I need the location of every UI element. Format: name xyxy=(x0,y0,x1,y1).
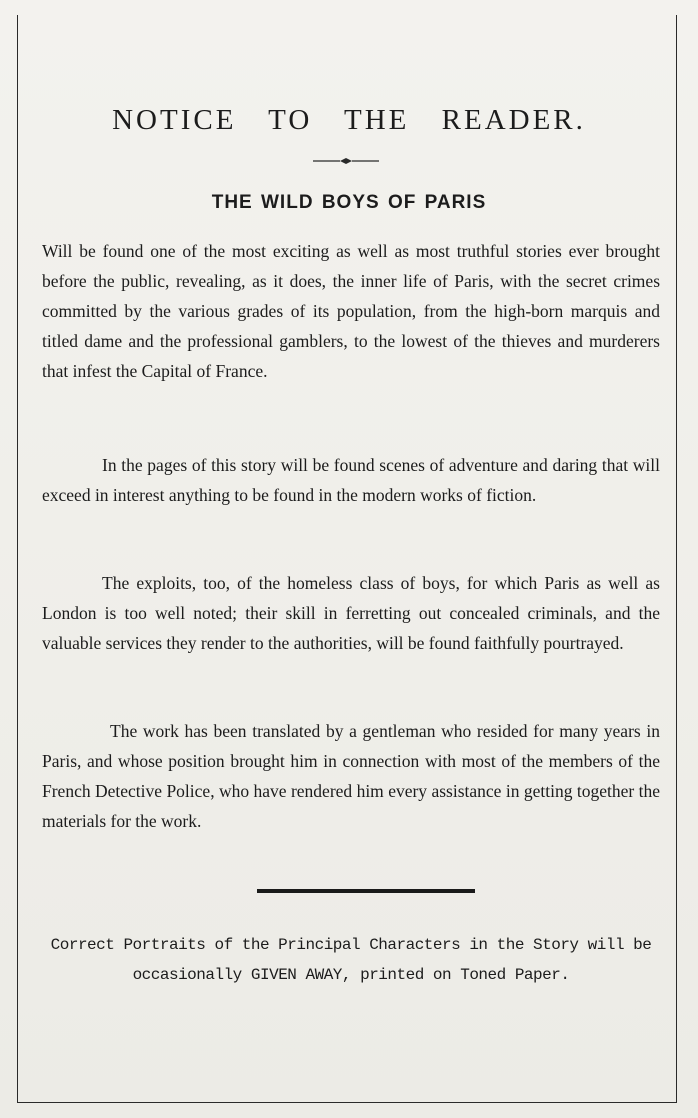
horizontal-rule xyxy=(257,889,475,893)
closing-line-1: Correct Portraits of the Principal Characters in the Story will be xyxy=(50,936,652,954)
ornament-divider xyxy=(313,156,379,166)
paragraph-4: The work has been translated by a gentleman who resided for many years in Paris, and whose position brought him in connection with most of the members of the French Detective Police, who have rendered him every assistance in getting together the materials for the work. xyxy=(42,721,660,831)
story-title: THE WILD BOYS OF PARIS xyxy=(211,192,487,213)
paragraph-1: Will be found one of the most exciting as well as most truthful stories ever brought before the public, revealing, as it does, the inner life of Paris, with the secret crimes committed by the various grades of its population, from the high-born marquis and titled dame and the professional gamblers, to the lowest of the thieves and murderers that infest the Capital of France. xyxy=(42,241,660,381)
notice-heading: NOTICE TO THE READER. xyxy=(112,104,586,136)
closing-notice xyxy=(36,930,666,990)
paragraph-2: In the pages of this story will be found scenes of adventure and daring that will exceed in interest anything to be found in the modern works of fiction. xyxy=(42,455,660,505)
paragraph-3: The exploits, too, of the homeless class of boys, for which Paris as well as London is too well noted; their skill in ferretting out concealed criminals, and the valuable services they render to the authorities, will be found faithfully pourtrayed. xyxy=(42,573,660,653)
closing-line-2: occasionally GIVEN AWAY, printed on Toned Paper. xyxy=(132,966,570,984)
